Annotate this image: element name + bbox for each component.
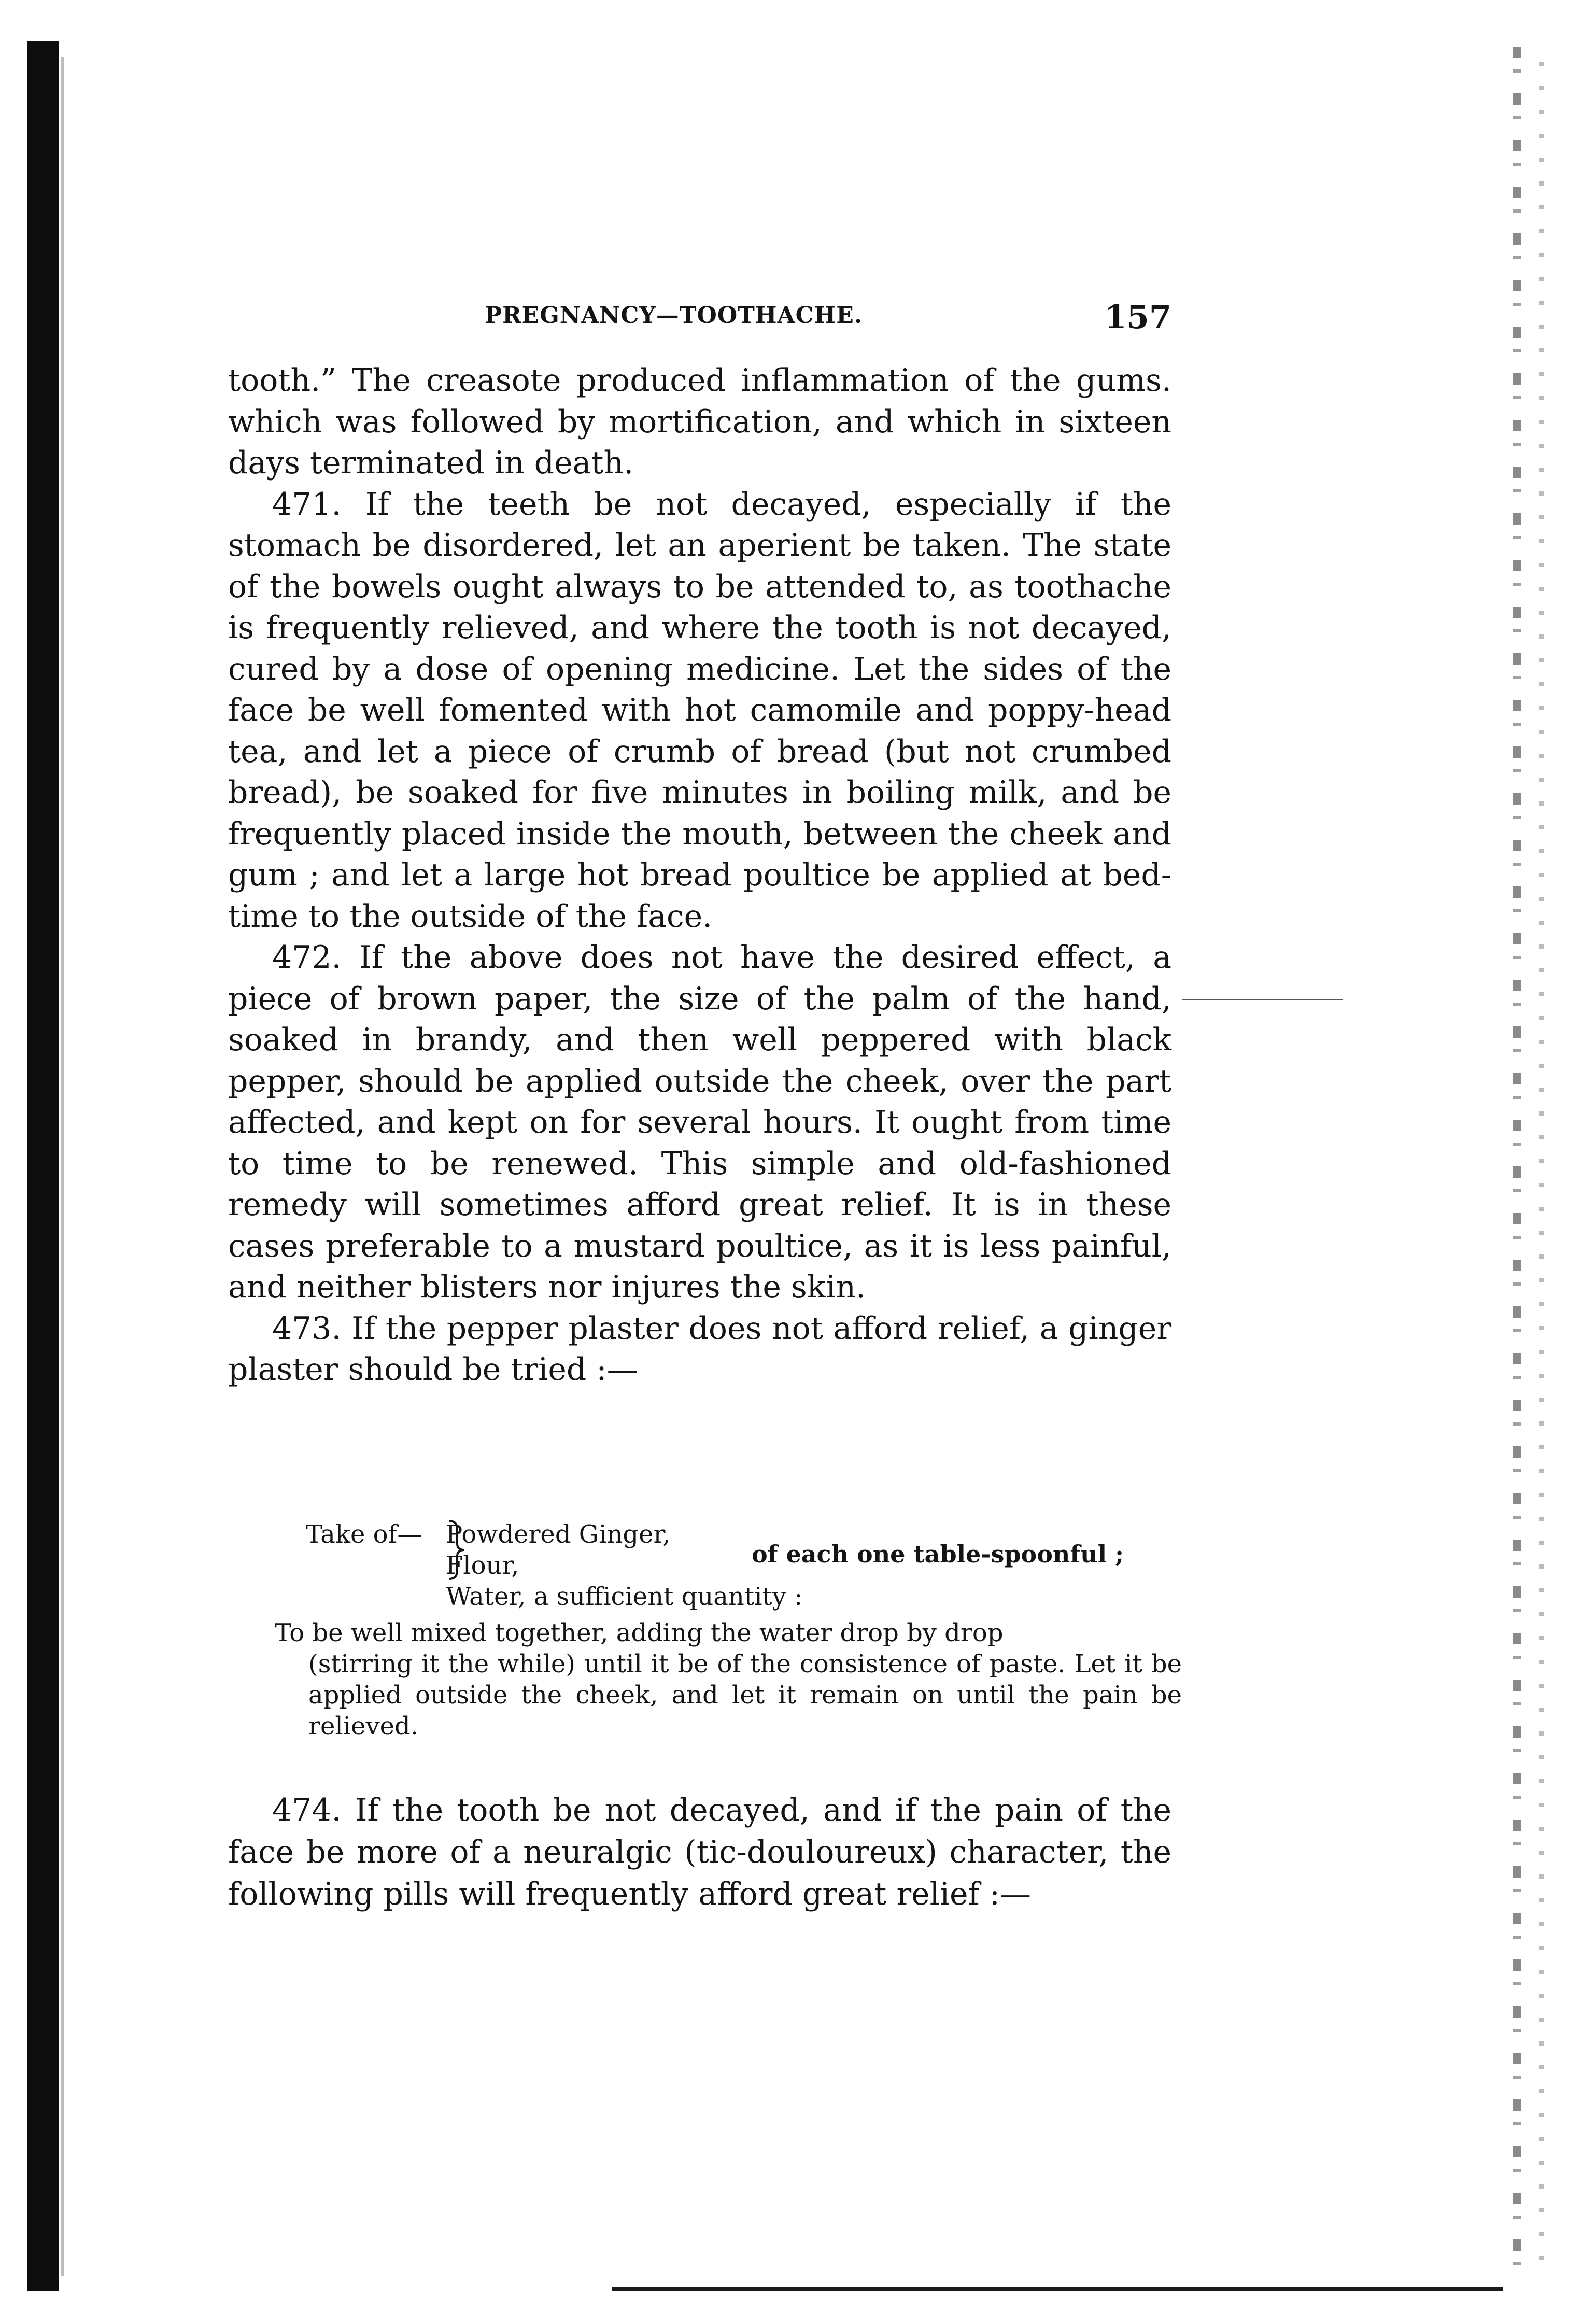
- ginger-plaster-recipe: [275, 1519, 1182, 1741]
- scan-edge-noise-outer: [1539, 62, 1544, 2265]
- paragraph-474: 474. If the tooth be not decayed, and if the pain of the face be more of a neuralgic (tic-douloureux) character, the following pills will frequently afford great relief :—: [228, 1792, 1171, 1912]
- recipe-ingredient-water: Water, a sufficient quantity :: [446, 1582, 803, 1611]
- running-head: PREGNANCY—TOOTHACHE.: [485, 302, 863, 329]
- continuation-paragraph: tooth.” The creasote produced inflammation of the gums. which was followed by mortification, and which in sixteen days terminated in death.: [228, 362, 1171, 481]
- recipe-directions-rest: (stirring it the while) until it be of the consistence of paste. Let it be applied outside the cheek, and let it remain on until the pain be relieved.: [308, 1649, 1182, 1741]
- paragraph-472: 472. If the above does not have the desired effect, a piece of brown paper, the size of the palm of the hand, soaked in brandy, and then well peppered with black pepper, should be applied outside the cheek, over the part affected, and kept on for several hours. It ought from time to time to be renewed. This simple and old-fashioned remedy will sometimes afford great relief. It is in these cases preferable to a mustard poultice, as it is less painful, and neither blisters nor injures the skin.: [228, 939, 1171, 1305]
- page-binding-edge: [27, 41, 59, 2291]
- recipe-directions: [275, 1617, 1182, 1742]
- recipe-ingredient-ginger: Powdered Ginger,: [446, 1520, 671, 1549]
- scan-edge-noise: [1513, 47, 1521, 2286]
- recipe-take-of: Take of—: [306, 1520, 422, 1549]
- page-header: [228, 298, 1171, 334]
- paragraph-474-block: [228, 1789, 1171, 1915]
- recipe-brace-icon: [446, 1519, 470, 1581]
- recipe-directions-first-line: To be well mixed together, adding the water drop by drop: [275, 1618, 1004, 1647]
- recipe-ingredient-flour: Flour,: [446, 1551, 519, 1580]
- paragraph-473: 473. If the pepper plaster does not afford relief, a ginger plaster should be tried :—: [228, 1310, 1171, 1388]
- recipe-quantity: of each one table-spoonful ;: [752, 1540, 1124, 1568]
- main-text: [228, 360, 1171, 1391]
- page-number: 157: [1104, 298, 1171, 336]
- bottom-scan-rule: [612, 2287, 1503, 2291]
- margin-stray-line: [1182, 999, 1343, 1000]
- binding-shadow: [61, 57, 64, 2276]
- paragraph-471: 471. If the teeth be not decayed, especially if the stomach be disordered, let an aperient be taken. The state of the bowels ought always to be attended to, as toothache is frequently relieved, and where the tooth is not decayed, cured by a dose of opening medicine. Let the sides of the face be well fomented with hot camomile and poppy-head tea, and let a piece of crumb of bread (but not crumbed bread), be soaked for five minutes in boiling milk, and be frequently placed inside the mouth, between the cheek and gum ; and let a large hot bread poultice be applied at bed-time to the outside of the face.: [228, 486, 1171, 935]
